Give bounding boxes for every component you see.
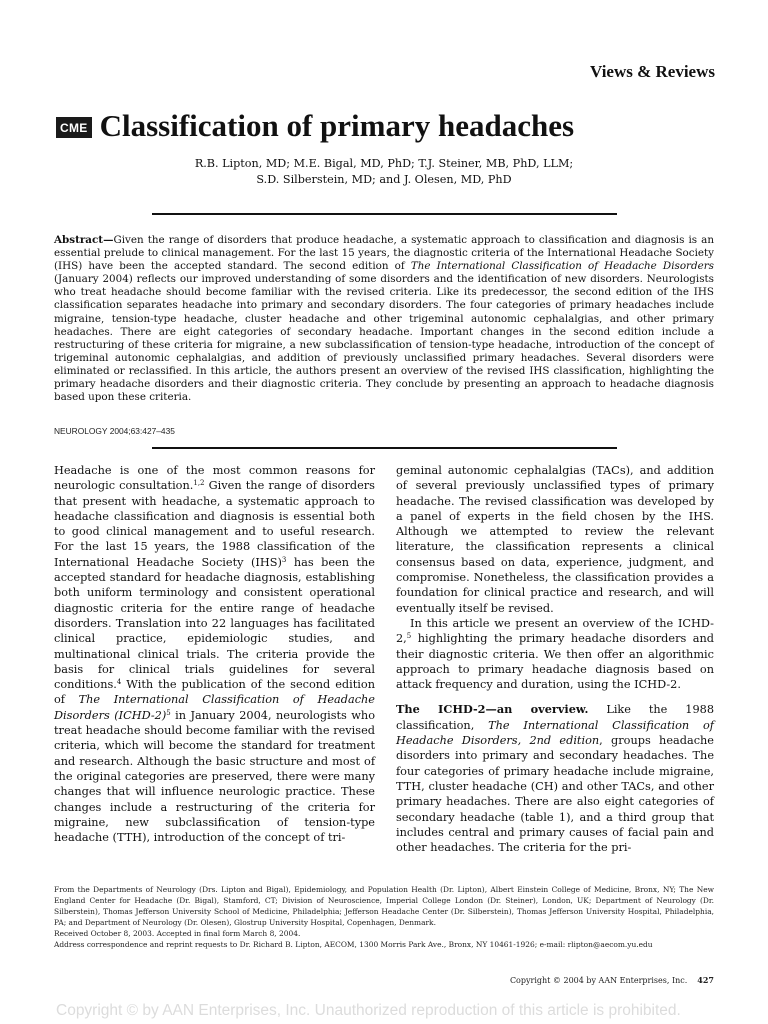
reference-sup: 3 (281, 555, 287, 564)
page-number: 427 (697, 975, 714, 985)
intro-paragraph: Headache is one of the most common reasons for neurologic consultation.$^{1,2}$ Given the range of disorders that present with headache, a systematic approach to headache classification and diagnosis is essential both to good clinical management and to useful research. For the last 15 years, the 1988 classification of the International Headache Society (IHS)$^3$ has been the accepted standard for headache diagnosis, establishing both uniform terminology and consistent operational diagnostic criteria for the entire range of headache disorders. Translation into 22 languages has facilitated clinical practice, epidemiologic studies, and multinational clinical trials. The criteria provide the basis for clinical trials guidelines for several conditions.$^4$ With the publication of the second edition of The International Classification of Headache Disorders (ICHD-2)$^5$ in January 2004, neurologists who treat headache should become familiar with the revised criteria, which will become the standard for treatment and research. Although the basic structure and most of the original categories are preserved, there were many changes that will influence neurologic practice. These changes include a restructuring of the criteria for migraine, new subclassification of tension-type headache (TTH), introduction of the concept of tri- (54, 464, 375, 845)
right-column (396, 463, 714, 855)
authors-line-1: R.B. Lipton, MD; M.E. Bigal, MD, PhD; T.J. Steiner, MB, PhD, LLM; (194, 157, 574, 170)
title-row (56, 108, 728, 144)
italic-title: The International Classification of Headache Disorders, 2nd edition (396, 718, 714, 748)
bottom-divider (152, 447, 617, 449)
copyright-text: Copyright © 2004 by AAN Enterprises, Inc. (509, 976, 688, 985)
reference-sup: 5 (166, 708, 171, 717)
cme-badge: CME (56, 117, 92, 138)
top-divider (152, 213, 617, 215)
copyright-line (510, 975, 714, 985)
footnotes (54, 884, 714, 950)
section-heading: The ICHD-2—an overview. (396, 702, 589, 717)
correspondence: Address correspondence and reprint requests to Dr. Richard B. Lipton, AECOM, 1300 Morris Park Ave., Bronx, NY 10461-1926; e-mail: rlipton@aecom.yu.edu (54, 940, 653, 949)
citation: NEUROLOGY 2004;63:427–435 (54, 426, 175, 436)
article-title: Classification of primary headaches (99, 108, 575, 143)
section-label: Views & Reviews (590, 62, 715, 81)
authors (0, 156, 768, 188)
affiliations: From the Departments of Neurology (Drs. Lipton and Bigal), Epidemiology, and Population Health (Dr. Lipton), Albert Einstein College of Medicine, Bronx, NY; The New England Center for Headache (Dr. Bigal), Stamford, CT; Division of Neuroscience, Imperial College London (Dr. Steiner), London, UK; Department of Neurology (Dr. Silberstein), Thomas Jefferson University School of Medicine, Philadelphia; Jefferson Headache Center (Dr. Silberstein), Thomas Jefferson University Hospital, Philadelphia, PA; and Department of Neurology (Dr. Olesen), Glostrup University Hospital, Copenhagen, Denmark. (54, 885, 714, 927)
abstract-text-a: Given the range of disorders that produce headache, a systematic approach to classification and diagnosis is an essential prelude to clinical management. For the last 15 years, the diagnostic criteria of the International Headache Society (IHS) have been the accepted standard. The second edition of (54, 234, 714, 273)
ichd2-paragraph: The ICHD-2—an overview. Like the 1988 classification, The International Classification of Headache Disorders, 2nd edition, groups headache disorders into primary and secondary headaches. The four categories of primary headache include migraine, TTH, cluster headache (CH) and other TACs, and other primary headaches. There are also eight categories of secondary headache (table 1), and a third group that includes central and primary causes of facial pain and other headaches. The criteria for the pri- (396, 702, 715, 855)
left-column (54, 463, 375, 845)
overview-paragraph: In this article we present an overview of the ICHD-2,$^5$ highlighting the primary headache disorders and their diagnostic criteria. We then offer an algorithmic approach to primary headache diagnosis based on attack frequency and duration, using the ICHD-2. (396, 616, 714, 692)
continued-paragraph: geminal autonomic cephalalgias (TACs), and addition of several previously unclassified types of primary headache. The revised classification was developed by a panel of experts in the field chosen by the IHS. Although we attempted to review the relevant literature, the classification represents a clinical consensus based on data, experience, judgment, and compromise. Nonetheless, the classification provides a foundation for clinical practice and research, and will eventually itself be revised. (396, 464, 714, 615)
abstract-label: Abstract— (54, 234, 114, 246)
reference-sup: 4 (116, 678, 122, 687)
received-dates: Received October 8, 2003. Accepted in final form March 8, 2004. (54, 929, 301, 938)
abstract-text-b: (January 2004) reflects our improved understanding of some disorders and the identification of new disorders. Neurologists who treat headache should become familiar with the revised criteria. Like its predecessor, the second edition of the IHS classification separates headache into primary and secondary disorders. The four categories of primary headaches include migraine, tension-type headache, cluster headache and other trigeminal autonomic cephalalgias, and other primary headaches. There are eight categories of secondary headache. Important changes in the second edition include a restructuring of these criteria for migraine, a new subclassification of tension-type headache, introduction of the concept of trigeminal autonomic cephalalgias, and addition of previously unclassified primary headaches. Several disorders were eliminated or reclassified. In this article, the authors present an overview of the revised IHS classification, highlighting the primary headache disorders and their diagnostic criteria. They conclude by presenting an approach to headache diagnosis based upon these criteria. (54, 273, 714, 404)
watermark-text: Copyright © by AAN Enterprises, Inc. Unauthorized reproduction of this article is prohibited. (56, 1002, 681, 1019)
reference-sup: 5 (406, 632, 412, 641)
abstract (54, 234, 714, 404)
reference-sup: 1,2 (193, 479, 205, 488)
abstract-italic-title: The International Classification of Headache Disorders (410, 260, 714, 273)
authors-line-2: S.D. Silberstein, MD; and J. Olesen, MD, PhD (256, 173, 512, 186)
italic-title: The International Classification of Headache Disorders (ICHD-2) (54, 693, 375, 722)
